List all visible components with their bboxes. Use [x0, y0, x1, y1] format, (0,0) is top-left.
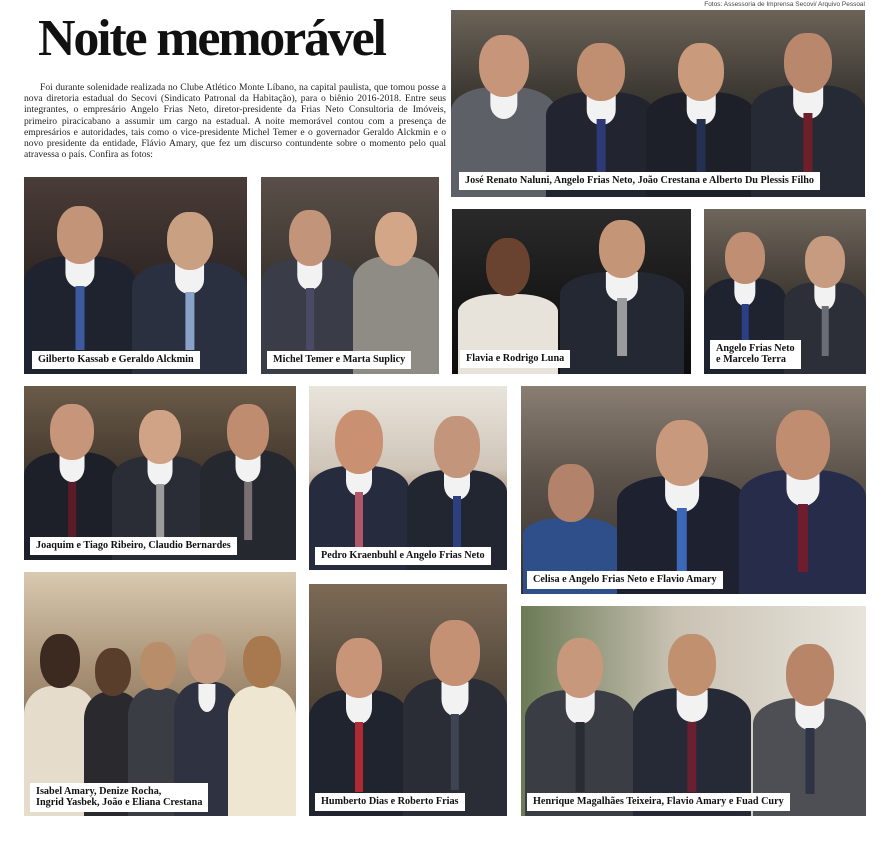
photo-kassab-alckmin — [24, 177, 247, 374]
photo-group-five — [24, 572, 296, 816]
photo-caption — [527, 571, 723, 589]
intro-paragraph: Foi durante solenidade realizada no Clube Atlético Monte Líbano, na capital paulista, que tomou posse a nova diretoria estadual do Secovi (Sindicato Patronal da Habitação), para o biênio 2016-2018. Entre seus integrantes, o empresário Angelo Frias Neto, diretor-presidente da Frias Neto Consultoria de Imóveis, primeiro piracicabano a assumir um cargo na estadual. A noite memorável contou com a presença de empresários e autoridades, tais como o vice-presidente Michel Temer e o governador Geraldo Alckmin e o novo presidente da entidade, Flávio Amary, que fez um discurso contundente sobre o momento pelo qual atravessa o país. Confira as fotos: — [24, 82, 446, 161]
photo-caption — [315, 793, 465, 811]
caption-line: Pedro Kraenbuhl e Angelo Frias Neto — [321, 550, 485, 562]
photo-frias-terra — [704, 209, 866, 374]
caption-line: Ingrid Yasbek, João e Eliana Crestana — [36, 797, 203, 809]
photo-temer-suplicy — [261, 177, 439, 374]
photo-teixeira-amary-cury — [521, 606, 866, 816]
caption-line: Gilberto Kassab e Geraldo Alckmin — [38, 354, 194, 366]
photo-caption — [30, 783, 208, 812]
photo-caption — [315, 547, 491, 565]
caption-line: Celisa e Angelo Frias Neto e Flavio Amary — [533, 574, 717, 586]
caption-line: Joaquim e Tiago Ribeiro, Claudio Bernardes — [36, 540, 231, 552]
photo-caption — [527, 793, 790, 811]
caption-line: Angelo Frias Neto — [716, 342, 795, 354]
caption-line: e Marcelo Terra — [716, 354, 786, 366]
caption-line: Henrique Magalhães Teixeira, Flavio Amary e Fuad Cury — [533, 796, 784, 808]
caption-line: José Renato Naluni, Angelo Frias Neto, João Crestana e Alberto Du Plessis Filho — [465, 175, 815, 187]
photo-flavia-rodrigo — [452, 209, 691, 374]
photo-caption — [267, 351, 411, 369]
headline: Noite memorável — [38, 10, 385, 67]
photo-ribeiro-bernardes — [24, 386, 296, 560]
caption-line: Isabel Amary, Denize Rocha, — [36, 785, 162, 797]
photo-group-four-men — [451, 10, 865, 197]
photo-dias-frias — [309, 584, 507, 816]
photo-caption — [710, 340, 801, 369]
photo-celisa-frias-amary — [521, 386, 866, 594]
photo-credit: Fotos: Assessoria de Imprensa Secovi/ Arquivo Pessoal — [704, 1, 865, 8]
caption-line: Michel Temer e Marta Suplicy — [273, 354, 406, 366]
photo-caption — [460, 350, 570, 368]
caption-line: Humberto Dias e Roberto Frias — [321, 796, 459, 808]
photo-caption — [32, 351, 200, 369]
caption-line: Flavia e Rodrigo Luna — [466, 353, 565, 365]
photo-kraenbuhl-frias — [309, 386, 507, 570]
photo-caption — [459, 172, 820, 190]
photo-caption — [30, 537, 237, 555]
